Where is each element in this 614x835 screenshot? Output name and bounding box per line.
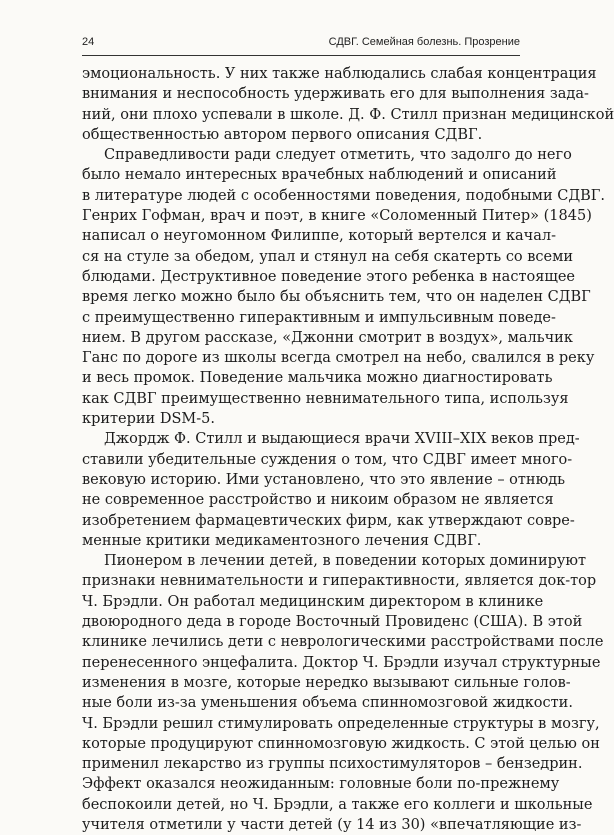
text-line: было немало интересных врачебных наблюдений и описаний (82, 167, 557, 184)
text-line: признаки невнимательности и гиперактивности, является док-тор (82, 573, 597, 590)
text-line: Справедливости ради следует отметить, что задолго до него (104, 147, 572, 164)
text-line: Эффект оказался неожиданным: головные боли по-прежнему (82, 776, 560, 793)
text-line: как СДВГ преимущественно невнимательного типа, используя (82, 390, 569, 407)
text-line: Ч. Брэдли решил стимулировать определенные структуры в мозгу, (82, 715, 600, 732)
text-line: которые продуцируют спинномозговую жидкость. С этой целью он (82, 735, 600, 752)
text-line: Ганс по дороге из школы всегда смотрел на небо, свалился в реку (82, 350, 595, 367)
text-line: критерии DSM-5. (82, 411, 215, 428)
text-line: ся на стуле за обедом, упал и стянул на себя скатерть со всеми (82, 248, 574, 265)
text-line: Генрих Гофман, врач и поэт, в книге «Соломенный Питер» (1845) (82, 208, 592, 225)
text-line: ные боли из-за уменьшения объема спинномозговой жидкости. (82, 695, 573, 712)
text-line: с преимущественно гиперактивным и импульсивным поведе- (82, 309, 556, 326)
text-line: беспокоили детей, но Ч. Брэдли, а также его коллеги и школьные (82, 796, 593, 813)
text-line: Ч. Брэдли. Он работал медицинским директором в клинике (82, 593, 544, 610)
text-line: не современное расстройство и никоим образом не является (82, 492, 554, 509)
text-line: перенесенного энцефалита. Доктор Ч. Брэдли изучал структурные (82, 654, 601, 671)
page-number: 24 (82, 36, 95, 48)
text-line: вековую историю. Ими установлено, что это явление – отнюдь (82, 471, 566, 488)
text-line: менные критики медикаментозного лечения СДВГ. (82, 532, 482, 549)
text-line: применил лекарство из группы психостимуляторов – бензедрин. (82, 756, 583, 773)
text-line: изменения в мозге, которые нередко вызывают сильные голов- (82, 674, 571, 691)
running-title: СДВГ. Семейная болезнь. Прозрение (328, 36, 520, 48)
text-line: время легко можно было бы объяснить тем, что он наделен СДВГ (82, 289, 591, 306)
text-line: ставили убедительные суждения о том, что СДВГ имеет много- (82, 451, 573, 468)
text-line: нием. В другом рассказе, «Джонни смотрит в воздух», мальчик (82, 329, 573, 346)
header-rule (82, 55, 520, 56)
text-line: общественностью автором первого описания СДВГ. (82, 126, 483, 143)
text-line: внимания и неспособность удерживать его для выполнения зада- (82, 86, 589, 103)
text-line: клинике лечились дети с неврологическими расстройствами после (82, 634, 604, 651)
page-header (82, 32, 520, 54)
text-line: Джордж Ф. Стилл и выдающиеся врачи XVIII–XIX веков пред- (104, 431, 580, 448)
text-line: блюдами. Деструктивное поведение этого ребенка в настоящее (82, 268, 575, 285)
text-line: в литературе людей с особенностями поведения, подобными СДВГ. (82, 187, 605, 204)
paragraph (82, 145, 605, 429)
paragraph (82, 429, 580, 551)
text-line: и весь промок. Поведение мальчика можно диагностировать (82, 370, 553, 387)
text-line: написал о неугомонном Филиппе, который вертелся и качал- (82, 228, 557, 245)
text-line: изобретением фармацевтических фирм, как утверждают совре- (82, 512, 575, 529)
body-text (82, 64, 614, 835)
text-line: эмоциональность. У них также наблюдались слабая концентрация (82, 66, 597, 82)
paragraph (82, 64, 614, 145)
text-line: двоюродного деда в городе Восточный Провиденс (США). В этой (82, 614, 583, 631)
paragraph (82, 551, 604, 835)
text-line: Пионером в лечении детей, в поведении которых доминируют (104, 553, 587, 570)
text-line: ний, они плохо успевали в школе. Д. Ф. Стилл признан медицинской (82, 106, 614, 123)
text-line: учителя отметили у части детей (у 14 из 30) «впечатляющие из- (82, 816, 582, 833)
